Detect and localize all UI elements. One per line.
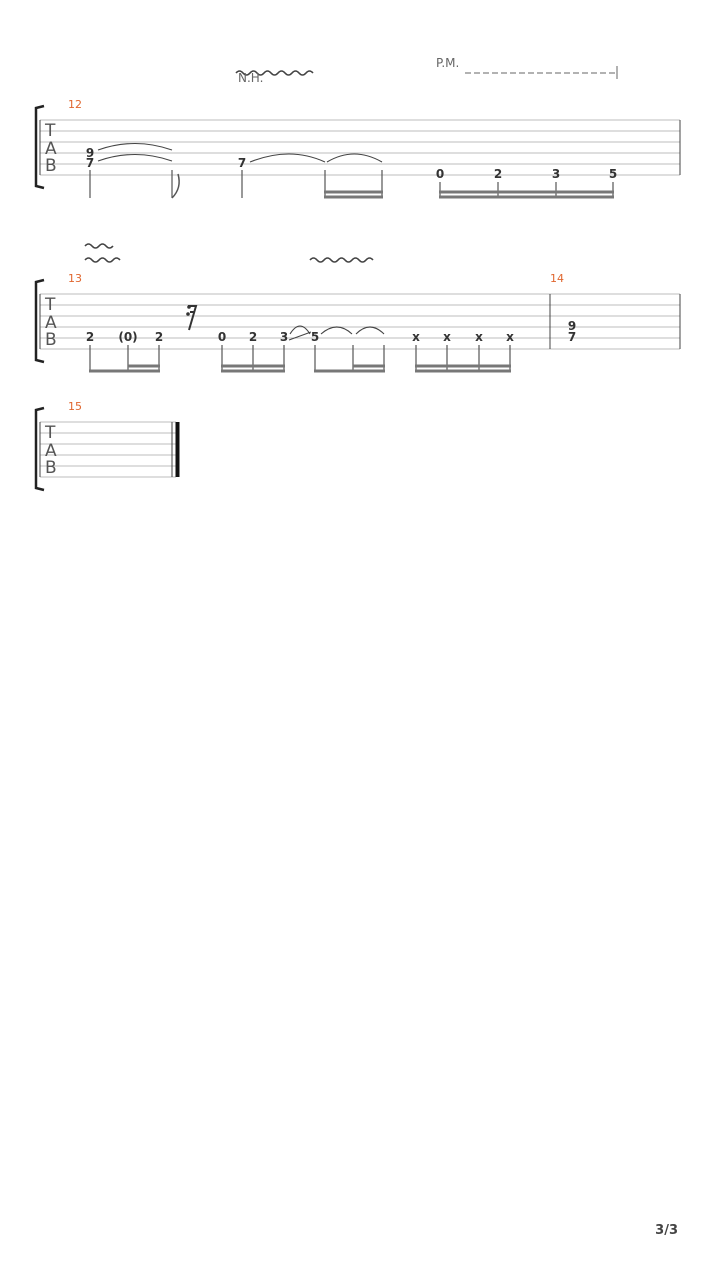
fret-number: 2 bbox=[248, 330, 258, 344]
fret-number: x bbox=[443, 330, 451, 344]
tab-letter-t: T bbox=[45, 295, 56, 315]
measure-number: 13 bbox=[68, 272, 82, 285]
fret-number: 2 bbox=[85, 330, 95, 344]
measure-number: 14 bbox=[550, 272, 564, 285]
fret-number: 7 bbox=[567, 330, 577, 344]
fret-number: x bbox=[475, 330, 483, 344]
fret-number: 3 bbox=[551, 167, 561, 181]
fret-number: 3 bbox=[279, 330, 289, 344]
fret-number: 7 bbox=[237, 156, 247, 170]
fret-number: 5 bbox=[310, 330, 320, 344]
tie bbox=[98, 144, 172, 151]
tab-letter-a: A bbox=[45, 139, 57, 159]
system-2 bbox=[36, 244, 680, 372]
tie bbox=[250, 154, 325, 162]
tab-letter-b: B bbox=[45, 156, 57, 176]
rest-dot bbox=[187, 305, 191, 309]
wide-vibrato-mark bbox=[85, 244, 113, 248]
fret-number: 9 bbox=[85, 146, 95, 160]
fret-number: x bbox=[412, 330, 420, 344]
tab-letter-a: A bbox=[45, 441, 57, 461]
system-1 bbox=[36, 56, 680, 198]
tie bbox=[327, 154, 382, 162]
natural-harmonic-label: N.H. bbox=[238, 71, 264, 85]
tie bbox=[98, 155, 172, 162]
tab-letter-a: A bbox=[45, 313, 57, 333]
tie bbox=[321, 327, 352, 334]
fret-number: (0) bbox=[118, 330, 138, 344]
tab-letter-t: T bbox=[45, 121, 56, 141]
sixteenth-rest bbox=[188, 306, 196, 330]
measure-number: 12 bbox=[68, 98, 82, 111]
tab-letter-b: B bbox=[45, 458, 57, 478]
rest-dot bbox=[186, 312, 190, 316]
fret-number: 2 bbox=[154, 330, 164, 344]
tab-letter-b: B bbox=[45, 330, 57, 350]
fret-number: 9 bbox=[567, 319, 577, 333]
system-3 bbox=[36, 400, 178, 490]
fret-number: 7 bbox=[85, 156, 95, 170]
fret-number: x bbox=[506, 330, 514, 344]
slide-line bbox=[289, 332, 311, 340]
palm-mute-label: P.M. bbox=[436, 56, 460, 70]
page-number: 3/3 bbox=[655, 1223, 678, 1238]
tab-letter-t: T bbox=[45, 423, 56, 443]
fret-number: 0 bbox=[217, 330, 227, 344]
fret-number: 2 bbox=[493, 167, 503, 181]
fret-number: 0 bbox=[435, 167, 445, 181]
vibrato-mark bbox=[310, 258, 373, 262]
tie bbox=[356, 327, 384, 334]
measure-number: 15 bbox=[68, 400, 82, 413]
vibrato-mark bbox=[85, 258, 120, 262]
fret-number: 5 bbox=[608, 167, 618, 181]
eighth-flag bbox=[172, 174, 179, 198]
